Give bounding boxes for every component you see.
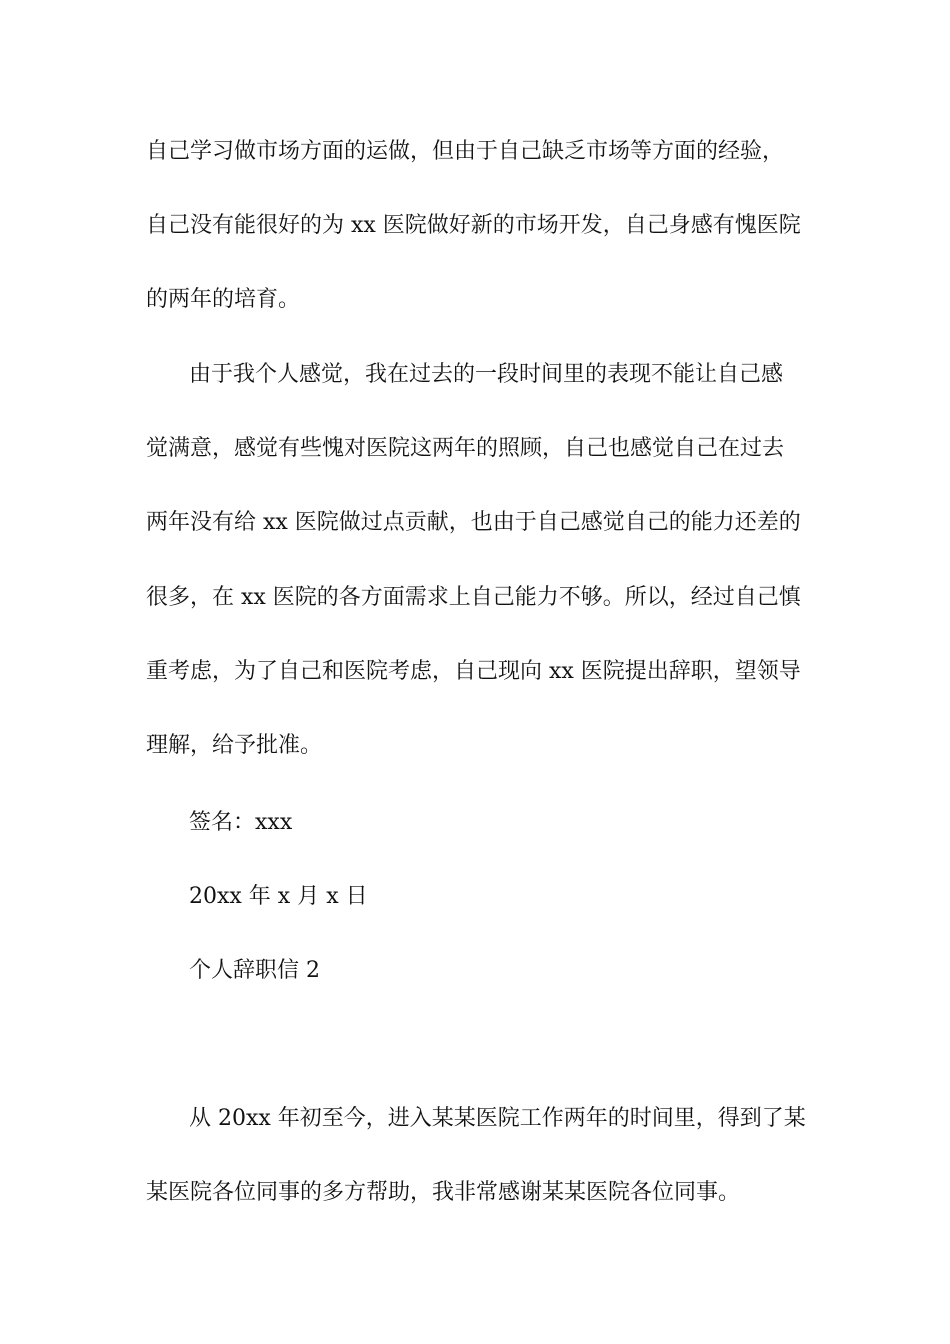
- paragraph-2-line-5: 重考虑，为了自己和医院考虑，自己现向 xx 医院提出辞职，望领导: [146, 659, 801, 684]
- paragraph-3-line-1: 从 20xx 年初至今，进入某某医院工作两年的时间里，得到了某: [189, 1106, 806, 1131]
- paragraph-2-line-2: 觉满意，感觉有些愧对医院这两年的照顾，自己也感觉自己在过去: [146, 436, 785, 461]
- paragraph-1-line-3: 的两年的培育。: [146, 287, 301, 312]
- paragraph-1-line-2: 自己没有能很好的为 xx 医院做好新的市场开发，自己身感有愧医院: [146, 213, 801, 238]
- signature-line: 签名：xxx: [189, 810, 293, 835]
- paragraph-2-line-1: 由于我个人感觉，我在过去的一段时间里的表现不能让自己感: [189, 362, 784, 387]
- paragraph-2-line-4: 很多，在 xx 医院的各方面需求上自己能力不够。所以，经过自己慎: [146, 585, 801, 610]
- paragraph-2-line-3: 两年没有给 xx 医院做过点贡献，也由于自己感觉自己的能力还差的: [146, 510, 801, 535]
- section-heading: 个人辞职信 2: [189, 958, 320, 983]
- paragraph-1-line-1: 自己学习做市场方面的运做，但由于自己缺乏市场等方面的经验，: [146, 139, 785, 164]
- paragraph-2-line-6: 理解，给予批准。: [146, 733, 323, 758]
- paragraph-3-line-2: 某医院各位同事的多方帮助，我非常感谢某某医院各位同事。: [146, 1180, 741, 1205]
- date-line: 20xx 年 x 月 x 日: [189, 884, 368, 909]
